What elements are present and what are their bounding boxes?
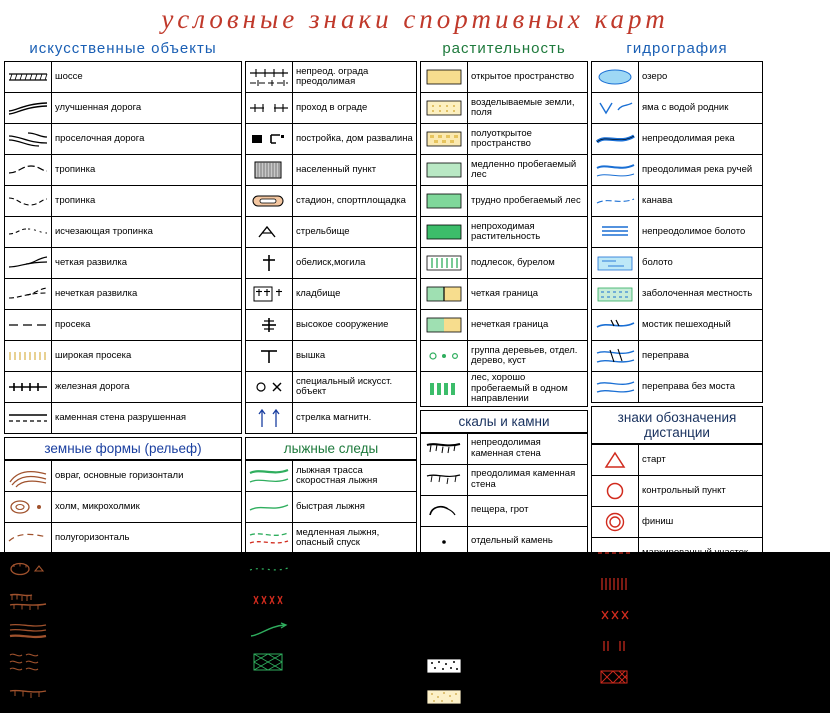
symbol-impassable-swamp	[592, 217, 639, 248]
table-row	[592, 310, 763, 341]
symbol-marshy-ground	[592, 279, 639, 310]
table-row	[421, 341, 588, 372]
label-half-contour: полугоризонталь	[52, 523, 242, 554]
symbol-unfit-run-road	[592, 600, 639, 631]
table-row	[246, 372, 417, 403]
label-passable-rock-wall: преодолимая каменная стена	[468, 464, 588, 495]
table-row	[421, 279, 588, 310]
table-row	[421, 619, 588, 650]
symbol-special-object	[246, 372, 293, 403]
symbol-unfit-road	[246, 585, 293, 616]
table-row	[592, 186, 763, 217]
symbol-hill	[5, 492, 52, 523]
column-2	[245, 61, 417, 713]
table-artificial-left	[4, 61, 242, 434]
symbol-ski-track-speed	[246, 461, 293, 492]
label-special-object: специальный искусст. объект	[293, 372, 417, 403]
header-distance: знаки обозначения дистанции	[591, 406, 763, 444]
symbol-stone-wall	[5, 403, 52, 434]
symbol-hard-run-forest	[421, 186, 468, 217]
table-row	[5, 492, 242, 523]
label-stony-ground: каменистая местность	[468, 650, 588, 681]
table-row	[246, 585, 417, 616]
table-row	[246, 310, 417, 341]
table-row	[5, 461, 242, 492]
symbol-path2	[5, 186, 52, 217]
label-slow-run-forest: медленно пробегаемый лес	[468, 155, 588, 186]
table-row	[421, 588, 588, 619]
table-row	[5, 62, 242, 93]
label-swamp: болото	[639, 248, 763, 279]
label-forbidden-area: запрещенный для бега район	[639, 569, 763, 600]
label-stadium: стадион, спортплощадка	[293, 186, 417, 217]
symbol-semi-open	[421, 124, 468, 155]
symbol-shooting-range	[246, 217, 293, 248]
table-row	[246, 124, 417, 155]
table-artificial-right	[245, 61, 417, 434]
label-settlement: населенный пункт	[293, 155, 417, 186]
label-impassable-swamp: непреодолимое болото	[639, 217, 763, 248]
label-stone-wall: каменная стена разрушенная	[52, 403, 242, 434]
symbol-crossing-no-water	[592, 372, 639, 403]
symbol-channel	[592, 186, 639, 217]
symbol-impassable-rock-wall	[421, 433, 468, 464]
table-row	[246, 279, 417, 310]
header-relief: земные формы (рельеф)	[4, 437, 242, 460]
table-row	[592, 569, 763, 600]
label-path: тропинка	[52, 155, 242, 186]
label-impassable-veg: непроходимая растительность	[468, 217, 588, 248]
symbol-passable-river	[592, 155, 639, 186]
label-country-road: проселочная дорога	[52, 124, 242, 155]
table-row	[5, 279, 242, 310]
label-impassable-rock-wall: непреодолимая каменная стена	[468, 433, 588, 464]
table-row	[592, 124, 763, 155]
symbol-ride	[5, 310, 52, 341]
label-open-sandy: открытая песчаная местность	[468, 681, 588, 712]
symbol-cave	[421, 495, 468, 526]
label-hard-run-forest: трудно пробегаемый лес	[468, 186, 588, 217]
symbol-snow-covered-track	[246, 554, 293, 585]
legend-grid	[0, 61, 830, 713]
symbol-control-point	[592, 476, 639, 507]
table-row	[5, 93, 242, 124]
symbol-undergrowth	[421, 248, 468, 279]
symbol-tower	[246, 341, 293, 372]
symbol-impassable-veg	[421, 217, 468, 248]
symbol-railway	[5, 372, 52, 403]
symbol-passages	[592, 631, 639, 662]
table-distance	[591, 444, 763, 693]
symbol-earth-bank	[5, 678, 52, 709]
label-start: старт	[639, 445, 763, 476]
symbol-start-triangle	[592, 445, 639, 476]
table-row	[246, 186, 417, 217]
symbol-fence-passage	[246, 93, 293, 124]
table-row	[5, 554, 242, 585]
table-row	[5, 310, 242, 341]
symbol-stony-ground	[421, 650, 468, 681]
symbol-vanishing-path	[5, 217, 52, 248]
table-row	[592, 631, 763, 662]
table-row	[246, 523, 417, 554]
table-row	[592, 600, 763, 631]
label-improved-road: улучшенная дорога	[52, 93, 242, 124]
label-crossing-no-water: переправа без моста	[639, 372, 763, 403]
label-slow-track: медленная лыжня, опасный спуск	[293, 523, 417, 554]
symbol-country-road	[5, 124, 52, 155]
table-row	[246, 678, 417, 709]
label-railway: железная дорога	[52, 372, 242, 403]
label-hill: холм, микрохолмик	[52, 492, 242, 523]
label-magnetic-arrow: стрелка магнитн.	[293, 403, 417, 434]
symbol-settlement	[246, 155, 293, 186]
table-row	[246, 403, 417, 434]
label-fast-track: быстрая лыжня	[293, 492, 417, 523]
table-row	[5, 678, 242, 709]
label-earth-bank: земляная насыпь	[52, 678, 242, 709]
label-unfit-run-road: непригодная для бега дорога	[639, 600, 763, 631]
label-path2: тропинка	[52, 186, 242, 217]
table-rocks	[420, 433, 588, 713]
symbol-descent-direction	[246, 616, 293, 647]
table-row	[5, 124, 242, 155]
label-vanishing-path: исчезающая тропинка	[52, 217, 242, 248]
label-pit: яма микроямка	[52, 554, 242, 585]
label-lake: озеро	[639, 62, 763, 93]
label-passable-river: преодолимая река ручей	[639, 155, 763, 186]
table-row	[592, 476, 763, 507]
symbol-cemetery	[246, 279, 293, 310]
label-clear-boundary: четкая граница	[468, 279, 588, 310]
label-building-ruin: постройка, дом развалина	[293, 124, 417, 155]
symbol-passable-rock-wall	[421, 464, 468, 495]
symbol-cultivated	[421, 93, 468, 124]
symbol-big-stone	[421, 557, 468, 588]
table-row	[5, 372, 242, 403]
label-open-area: открытое пространство	[468, 62, 588, 93]
table-row	[246, 62, 417, 93]
label-descent-direction: спуск, подъем в опред. направлении	[293, 616, 417, 647]
table-row	[5, 616, 242, 647]
label-obelisk-grave: обелиск,могила	[293, 248, 417, 279]
table-row	[421, 372, 588, 407]
symbol-water-pit-spring	[592, 93, 639, 124]
table-row	[421, 124, 588, 155]
symbol-clear-fork	[5, 248, 52, 279]
symbol-clear-boundary	[421, 279, 468, 310]
symbol-magnetic-arrow	[246, 403, 293, 434]
symbol-marked-section	[592, 538, 639, 569]
column-3	[420, 61, 588, 713]
table-row	[592, 155, 763, 186]
label-ditch: канава, ров, промоина	[52, 616, 242, 647]
table-row	[5, 155, 242, 186]
label-one-direction-forest: лес, хорошо пробегаемый в одном направлении	[468, 372, 588, 407]
label-stone-group: группа камней	[468, 588, 588, 619]
table-row	[5, 523, 242, 554]
label-unfit-road: дорога не пригодная для движения	[293, 585, 417, 616]
label-rough-ground: местность с м/к неровностями	[52, 647, 242, 678]
header-ski: лыжные следы	[245, 437, 417, 460]
label-big-stone: большой камень	[468, 557, 588, 588]
table-relief	[4, 460, 242, 709]
symbol-impassable-river	[592, 124, 639, 155]
table-row	[592, 341, 763, 372]
page-title: условные знаки спортивных карт	[161, 4, 669, 34]
table-row	[421, 217, 588, 248]
label-tower: вышка	[293, 341, 417, 372]
label-closed-area: закатанная область	[293, 647, 417, 678]
label-snow-covered-track: лыжня, занесенная снегом	[293, 554, 417, 585]
label-control-point: контрольный пункт	[639, 476, 763, 507]
symbol-rough-ground	[5, 647, 52, 678]
label-cave: пещера, грот	[468, 495, 588, 526]
symbol-finish	[592, 507, 639, 538]
header-artificial: искусственные объекты	[29, 40, 217, 57]
symbol-forbidden-area	[592, 569, 639, 600]
table-row	[421, 464, 588, 495]
symbol-swamp	[592, 248, 639, 279]
table-row	[421, 526, 588, 557]
table-row	[246, 93, 417, 124]
header-rocks: скалы и камни	[420, 410, 588, 433]
symbol-dangerous	[592, 662, 639, 693]
symbol-crossing	[592, 341, 639, 372]
table-row	[246, 492, 417, 523]
label-cultivated: возделываемые земли, поля	[468, 93, 588, 124]
label-semi-open: полуоткрытое пространство	[468, 124, 588, 155]
label-impassable-fence: непреод. ограда преодолимая	[293, 62, 417, 93]
label-marked-section: маркированный участок	[639, 538, 763, 569]
table-row	[592, 445, 763, 476]
label-clear-fork: четкая развилка	[52, 248, 242, 279]
table-row	[5, 186, 242, 217]
column-1	[4, 61, 242, 713]
label-quarry: карьер обрыв	[52, 585, 242, 616]
table-row	[421, 650, 588, 681]
symbol-unfit-ski-road	[246, 678, 293, 709]
symbol-stone-group	[421, 588, 468, 619]
table-row	[421, 62, 588, 93]
table-row	[592, 62, 763, 93]
symbol-unclear-fork	[5, 279, 52, 310]
label-ski-track-speed: лыжная трасса скоростная лыжня	[293, 461, 417, 492]
symbol-path	[5, 155, 52, 186]
table-row	[592, 662, 763, 693]
symbol-impassable-fence	[246, 62, 293, 93]
symbol-ditch	[5, 616, 52, 647]
table-row	[5, 217, 242, 248]
header-hydrography: гидрография	[626, 40, 728, 57]
label-dangerous: опасные места	[639, 662, 763, 693]
symbol-rock-pillar	[421, 619, 468, 650]
table-row	[5, 585, 242, 616]
symbol-pit	[5, 554, 52, 585]
column-headers	[0, 37, 830, 61]
table-row	[592, 538, 763, 569]
symbol-footbridge	[592, 310, 639, 341]
table-hydrography	[591, 61, 763, 403]
label-cemetery: кладбище	[293, 279, 417, 310]
table-row	[421, 155, 588, 186]
header-vegetation: растительность	[442, 40, 566, 57]
label-unclear-fork: нечеткая развилка	[52, 279, 242, 310]
label-finish: финиш	[639, 507, 763, 538]
symbol-quarry	[5, 585, 52, 616]
table-row	[246, 616, 417, 647]
label-ride: просека	[52, 310, 242, 341]
symbol-tree-group	[421, 341, 468, 372]
label-channel: канава	[639, 186, 763, 217]
table-row	[246, 461, 417, 492]
label-shooting-range: стрельбище	[293, 217, 417, 248]
table-row	[592, 372, 763, 403]
table-row	[421, 681, 588, 712]
label-road-hatched: шоссе	[52, 62, 242, 93]
symbol-closed-area	[246, 647, 293, 678]
label-tree-group: группа деревьев, отдел. дерево, куст	[468, 341, 588, 372]
symbol-open-area	[421, 62, 468, 93]
label-fence-passage: проход в ограде	[293, 93, 417, 124]
symbol-road-hatched	[5, 62, 52, 93]
symbol-unclear-boundary	[421, 310, 468, 341]
label-tall-structure: высокое сооружение	[293, 310, 417, 341]
table-row	[592, 248, 763, 279]
table-row	[246, 554, 417, 585]
label-single-stone: отдельный камень	[468, 526, 588, 557]
label-marshy-ground: заболоченная местность	[639, 279, 763, 310]
table-row	[246, 248, 417, 279]
symbol-slow-track	[246, 523, 293, 554]
symbol-improved-road	[5, 93, 52, 124]
label-water-pit-spring: яма с водой родник	[639, 93, 763, 124]
symbol-tall-structure	[246, 310, 293, 341]
table-row	[421, 248, 588, 279]
table-row	[592, 93, 763, 124]
symbol-single-stone	[421, 526, 468, 557]
symbol-one-direction-forest	[421, 372, 468, 407]
table-row	[5, 248, 242, 279]
table-row	[592, 279, 763, 310]
symbol-fast-track	[246, 492, 293, 523]
table-row	[421, 557, 588, 588]
label-unfit-ski-road: дорога не пригодная для передвижения на лыжах	[293, 678, 417, 709]
symbol-wide-ride	[5, 341, 52, 372]
label-wide-ride: широкая просека	[52, 341, 242, 372]
symbol-slow-run-forest	[421, 155, 468, 186]
symbol-building-ruin	[246, 124, 293, 155]
table-row	[421, 495, 588, 526]
table-row	[246, 217, 417, 248]
table-row	[421, 93, 588, 124]
table-row	[5, 403, 242, 434]
table-row	[5, 647, 242, 678]
table-row	[592, 217, 763, 248]
table-row	[246, 155, 417, 186]
table-ski	[245, 460, 417, 709]
table-row	[5, 341, 242, 372]
label-undergrowth: подлесок, бурелом	[468, 248, 588, 279]
table-vegetation	[420, 61, 588, 407]
table-row	[592, 507, 763, 538]
label-footbridge: мостик пешеходный	[639, 310, 763, 341]
symbol-lake	[592, 62, 639, 93]
table-row	[421, 310, 588, 341]
symbol-half-contour	[5, 523, 52, 554]
table-row	[246, 341, 417, 372]
label-passages: проходы	[639, 631, 763, 662]
symbol-ravine-contours	[5, 461, 52, 492]
label-rock-pillar: скала-останец	[468, 619, 588, 650]
table-row	[421, 433, 588, 464]
symbol-open-sandy	[421, 681, 468, 712]
label-unclear-boundary: нечеткая граница	[468, 310, 588, 341]
symbol-stadium	[246, 186, 293, 217]
label-impassable-river: непреодолимая река	[639, 124, 763, 155]
column-4	[591, 61, 763, 713]
label-crossing: переправа	[639, 341, 763, 372]
symbol-obelisk-grave	[246, 248, 293, 279]
table-row	[421, 186, 588, 217]
table-row	[246, 647, 417, 678]
label-ravine-contours: овраг, основные горизонтали	[52, 461, 242, 492]
